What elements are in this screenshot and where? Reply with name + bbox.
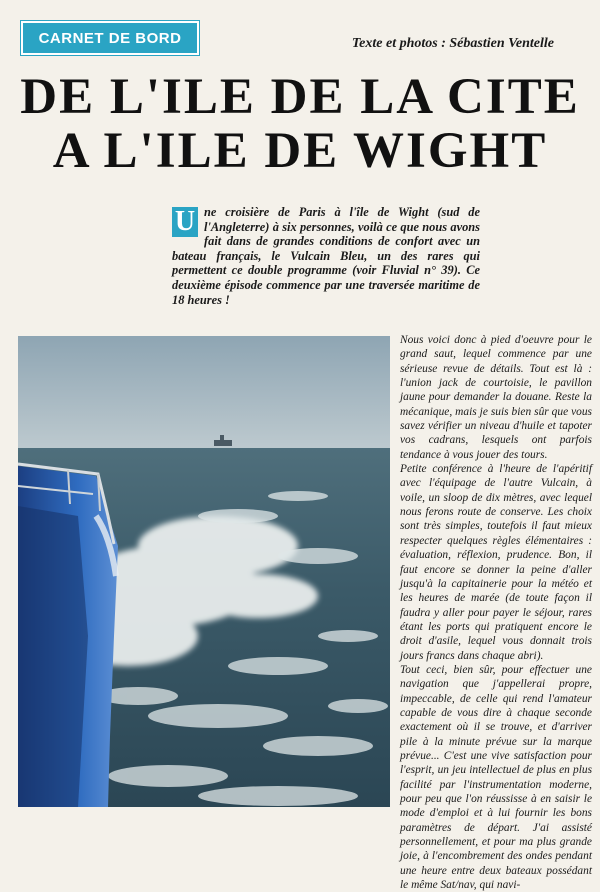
sea-boat-wake-photo (18, 336, 390, 807)
section-label: CARNET DE BORD (21, 21, 199, 55)
body-paragraph: Tout ceci, bien sûr, pour effectuer une navigation que j'appellerai propre, impeccable, de celle qui rend l'amateur capable de vous dire à chaque seconde exactement où il se trouve, et d'arriver pile à la minute prévue sur la marque prévue... C'est une vive satisfaction pour l'esprit, un jeu intellectuel de plus en plus facilité par l'instrumentation moderne, pour peu que l'on réussisse à en saisir le mode d'emploi et à lui fournir les bons paramètres de départ. J'ai assisté personnellement, et pour ma plus grande joie, à l'encombrement des ondes pendant une heure entre deux bateaux possédant le même Sat/nav, qui navi- (400, 663, 592, 892)
dropcap: U (172, 207, 198, 237)
article-lede (172, 205, 480, 307)
article-title (0, 70, 600, 178)
article-title-line-2: A L'ILE DE WIGHT (52, 123, 548, 179)
body-text-column (400, 333, 592, 892)
distant-ship-icon (214, 440, 232, 446)
sea-photo (18, 336, 390, 807)
lede-text: ne croisière de Paris à l'île de Wight (sud de l'Angleterre) à six personnes, voilà ce que nous avons fait dans de grandes conditions de confort avec un bateau français, le Vulcain Bleu, un des rares qui permettent ce double programme (voir Fluvial n° 39). Ce deuxième épisode commence par une traversée maritime de 18 heures ! (172, 205, 480, 307)
article-title-line-1: DE L'ILE DE LA CITE (20, 69, 580, 125)
body-paragraph: Petite conférence à l'heure de l'apéritif avec l'équipage de l'autre Vulcain, à voile, un sloop de dix mètres, avec lequel nous ferons route de conserve. Les choix sont très simples, toutefois il faut mieux respecter quelques règles élémentaires : évaluation, réflexion, prudence. Bon, il faut encore se donner la peine d'aller jusqu'à la capitainerie pour la météo et les heures de marée (de toute façon il faudra y aller pour payer le séjour, rares étant les ports qui pratiquent encore le droit d'asile, lequel vous donnait trois jours francs dans chaque abri). (400, 463, 592, 662)
body-paragraph: Nous voici donc à pied d'oeuvre pour le grand saut, lequel commence par une sérieuse revue de détails. Tout est là : l'union jack de courtoisie, le pavillon jaune pour demander la douane. Reste la mécanique, mais je suis bien sûr que vous savez vérifier un niveau d'huile et tapoter vos cadrans, lesquels ont parfois tendance à vous jouer des tours. (400, 334, 592, 461)
author-credit: Texte et photos : Sébastien Ventelle (351, 36, 554, 51)
